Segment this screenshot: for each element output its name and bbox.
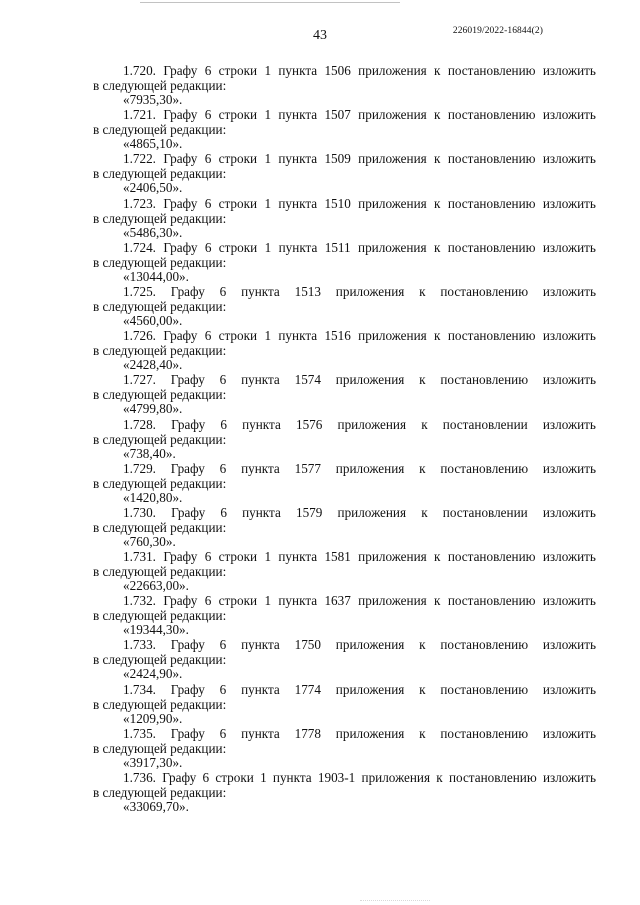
lead-word: 6 (220, 416, 227, 432)
amendment-lead-line (93, 770, 596, 785)
lead-word: Графу (171, 504, 206, 520)
lead-word: постановлению (447, 328, 536, 344)
lead-word: 6 (204, 63, 212, 78)
amendment-continuation: в следующей редакции: (93, 387, 227, 403)
amendment-continuation: в следующей редакции: (93, 78, 227, 93)
lead-word: приложения (337, 416, 407, 432)
lead-word: 1516 (324, 328, 351, 344)
lead-word: приложения (358, 107, 427, 123)
lead-word: постановлению (447, 107, 536, 123)
lead-word: 1.733. (123, 637, 156, 653)
page-number: 43 (313, 28, 327, 43)
lead-word: Графу (163, 107, 198, 123)
amendment-lead-line (93, 240, 596, 255)
lead-word: постановлению (447, 195, 536, 211)
lead-word: Графу (170, 681, 205, 697)
lead-word: приложения (358, 195, 427, 211)
lead-word: пункта (241, 372, 280, 388)
lead-word: к (419, 460, 426, 476)
amendment-value: «7935,30». (123, 92, 183, 107)
amendment-continuation: в следующей редакции: (93, 343, 227, 359)
lead-word: пункта (278, 195, 318, 211)
amendment-value: «738,40». (123, 445, 176, 461)
lead-word: 6 (219, 681, 227, 697)
lead-word: Графу (170, 372, 205, 388)
lead-word: приложения (335, 372, 405, 388)
lead-word: 6 (204, 328, 212, 344)
lead-word: Графу (170, 283, 205, 299)
lead-word: 1637 (324, 593, 351, 609)
amendment-continuation: в следующей редакции: (93, 298, 227, 314)
lead-word: приложения (361, 770, 431, 785)
amendment-item (93, 107, 596, 151)
amendment-value: «4865,10». (123, 136, 183, 152)
lead-word: 6 (204, 151, 212, 167)
bottom-scan-mark (360, 900, 430, 901)
lead-word: 1 (260, 770, 267, 785)
lead-word: 1577 (294, 460, 321, 476)
lead-word: изложить (542, 372, 596, 388)
lead-word: 1.731. (123, 549, 156, 565)
lead-word: 1 (264, 151, 272, 167)
amendment-value: «2424,90». (123, 666, 183, 682)
lead-word: 1576 (295, 416, 323, 432)
lead-word: изложить (542, 593, 596, 609)
lead-word: постановлению (447, 593, 536, 609)
lead-word: изложить (542, 195, 596, 211)
lead-word: постановлению (440, 460, 529, 476)
lead-word: приложения (335, 637, 405, 653)
lead-word: изложить (542, 460, 596, 476)
lead-word: постановлению (447, 549, 536, 565)
amendment-value: «33069,70». (123, 799, 189, 814)
amendment-lead-line (93, 417, 596, 432)
amendment-value: «1209,90». (123, 710, 183, 726)
lead-word: 1750 (294, 637, 321, 653)
lead-word: Графу (163, 593, 198, 609)
lead-word: постановлению (447, 63, 536, 78)
lead-word: приложения (358, 239, 427, 255)
lead-word: Графу (171, 416, 206, 432)
lead-word: изложить (542, 151, 596, 167)
lead-word: пункта (278, 239, 318, 255)
lead-word: приложения (335, 681, 405, 697)
lead-word: 1 (264, 549, 272, 565)
lead-word: строки (218, 195, 258, 211)
lead-word: к (419, 637, 426, 653)
amendment-value: «2406,50». (123, 180, 183, 196)
lead-word: строки (218, 107, 258, 123)
amendment-continuation: в следующей редакции: (93, 740, 227, 756)
lead-word: строки (218, 328, 258, 344)
lead-word: к (436, 770, 443, 785)
amendment-lead-line (93, 461, 596, 476)
lead-word: Графу (163, 328, 198, 344)
lead-word: Графу (162, 770, 197, 785)
lead-word: к (434, 107, 441, 123)
lead-word: строки (215, 770, 254, 785)
amendment-continuation: в следующей редакции: (93, 166, 227, 182)
amendment-continuation: в следующей редакции: (93, 254, 227, 270)
amendment-continuation: в следующей редакции: (93, 122, 227, 138)
lead-word: 1.728. (123, 416, 156, 432)
lead-word: 1511 (324, 239, 351, 255)
lead-word: изложить (542, 416, 596, 432)
lead-word: строки (218, 593, 258, 609)
amendment-value: «3917,30». (123, 754, 183, 770)
lead-word: пункта (272, 770, 312, 785)
amendment-continuation: в следующей редакции: (93, 519, 227, 535)
lead-word: 1.732. (123, 593, 156, 609)
lead-word: постановлению (440, 681, 529, 697)
lead-word: 1.723. (123, 195, 156, 211)
lead-word: 1 (264, 195, 272, 211)
amendment-lead-line (93, 505, 596, 520)
amendment-value: «5486,30». (123, 224, 183, 240)
lead-word: 6 (219, 637, 227, 653)
lead-word: пункта (278, 328, 318, 344)
amendment-value: «760,30». (123, 533, 176, 549)
lead-word: Графу (170, 725, 205, 741)
amendment-item (93, 593, 596, 637)
amendment-lead-line (93, 328, 596, 343)
lead-word: 1510 (324, 195, 351, 211)
document-id: 226019/2022-16844(2) (452, 26, 543, 36)
lead-word: 6 (204, 195, 212, 211)
lead-word: приложения (358, 328, 427, 344)
lead-word: Графу (163, 63, 198, 78)
lead-word: 1.722. (123, 151, 156, 167)
lead-word: 1507 (324, 107, 351, 123)
lead-word: изложить (542, 328, 596, 344)
lead-word: постановлению (447, 239, 536, 255)
lead-word: 6 (219, 460, 227, 476)
lead-word: 1 (264, 328, 272, 344)
lead-word: 1.734. (123, 681, 156, 697)
amendment-item (93, 682, 596, 726)
lead-word: Графу (170, 460, 205, 476)
amendment-lead-line (93, 593, 596, 608)
lead-word: 1.721. (123, 107, 156, 123)
amendment-item (93, 461, 596, 505)
lead-word: к (434, 195, 441, 211)
lead-word: 1 (264, 63, 272, 78)
lead-word: к (419, 725, 426, 741)
lead-word: 6 (219, 725, 227, 741)
amendment-lead-line (93, 151, 596, 166)
lead-word: к (421, 416, 428, 432)
lead-word: изложить (542, 63, 596, 78)
lead-word: 6 (204, 593, 212, 609)
amendment-item (93, 63, 596, 107)
lead-word: 1.725. (123, 283, 156, 299)
lead-word: приложения (335, 725, 405, 741)
lead-word: приложения (358, 151, 427, 167)
amendment-item (93, 196, 596, 240)
lead-word: 6 (204, 549, 212, 565)
lead-word: 6 (219, 283, 227, 299)
lead-word: к (434, 151, 441, 167)
lead-word: к (434, 63, 441, 78)
lead-word: 1778 (294, 725, 321, 741)
amendment-continuation: в следующей редакции: (93, 785, 227, 800)
amendment-lead-line (93, 682, 596, 697)
lead-word: к (419, 372, 426, 388)
lead-word: приложения (335, 460, 405, 476)
amendment-item (93, 637, 596, 681)
lead-word: 6 (219, 372, 227, 388)
lead-word: строки (218, 63, 258, 78)
amendment-continuation: в следующей редакции: (93, 696, 227, 712)
amendment-lead-line (93, 726, 596, 741)
lead-word: пункта (241, 725, 280, 741)
amendment-item (93, 240, 596, 284)
amendment-lead-line (93, 637, 596, 652)
lead-word: к (433, 239, 441, 255)
amendment-lead-line (93, 549, 596, 564)
lead-word: к (419, 283, 426, 299)
lead-word: 1 (264, 593, 272, 609)
amendment-value: «2428,40». (123, 357, 183, 373)
lead-word: пункта (278, 63, 318, 78)
amendment-continuation: в следующей редакции: (93, 475, 227, 491)
lead-word: пункта (241, 637, 280, 653)
lead-word: постановлению (440, 372, 529, 388)
lead-word: 1.720. (123, 63, 156, 78)
amendment-item (93, 505, 596, 549)
amendment-lead-line (93, 196, 596, 211)
lead-word: 1509 (324, 151, 351, 167)
lead-word: 6 (204, 239, 212, 255)
lead-word: изложить (542, 504, 596, 520)
lead-word: постановлению (440, 637, 529, 653)
lead-word: к (434, 593, 441, 609)
lead-word: изложить (542, 770, 596, 785)
lead-word: 1506 (324, 63, 351, 78)
amendment-item (93, 549, 596, 593)
lead-word: 1574 (294, 372, 321, 388)
amendment-value: «13044,00». (123, 268, 189, 284)
amendment-value: «4560,00». (123, 312, 183, 328)
lead-word: к (421, 504, 428, 520)
lead-word: 1903-1 (317, 770, 356, 785)
lead-word: постановлению (447, 151, 536, 167)
lead-word: изложить (542, 637, 596, 653)
lead-word: Графу (163, 239, 198, 255)
amendment-value: «4799,80». (123, 401, 183, 417)
lead-word: 1774 (294, 681, 321, 697)
amendment-value: «19344,30». (123, 622, 189, 638)
document-body (93, 63, 596, 814)
lead-word: приложения (337, 504, 407, 520)
lead-word: пункта (241, 460, 280, 476)
lead-word: пункта (278, 151, 318, 167)
amendment-continuation: в следующей редакции: (93, 608, 227, 624)
amendment-continuation: в следующей редакции: (93, 652, 227, 668)
lead-word: Графу (163, 549, 198, 565)
lead-word: 1513 (294, 283, 321, 299)
amendment-item (93, 284, 596, 328)
lead-word: постановлению (448, 770, 537, 785)
lead-word: пункта (278, 593, 318, 609)
lead-word: строки (218, 549, 258, 565)
lead-word: приложения (358, 593, 427, 609)
lead-word: изложить (542, 681, 596, 697)
lead-word: строки (218, 239, 258, 255)
lead-word: 1.735. (123, 725, 156, 741)
lead-word: 1.724. (123, 239, 156, 255)
lead-word: 1 (264, 239, 272, 255)
lead-word: 1.727. (123, 372, 156, 388)
lead-word: постановлении (442, 504, 528, 520)
lead-word: приложения (358, 63, 427, 78)
lead-word: пункта (242, 416, 281, 432)
lead-word: 1.730. (123, 504, 156, 520)
lead-word: постановлении (442, 416, 528, 432)
lead-word: Графу (163, 151, 198, 167)
lead-word: 1.736. (123, 770, 156, 785)
lead-word: к (419, 681, 426, 697)
lead-word: пункта (278, 107, 318, 123)
amendment-value: «1420,80». (123, 489, 183, 505)
lead-word: пункта (241, 283, 280, 299)
amendment-continuation: в следующей редакции: (93, 564, 227, 580)
lead-word: приложения (358, 549, 427, 565)
lead-word: 1.729. (123, 460, 156, 476)
amendment-continuation: в следующей редакции: (93, 431, 227, 447)
lead-word: постановлению (440, 283, 529, 299)
amendment-lead-line (93, 372, 596, 387)
lead-word: изложить (542, 725, 596, 741)
lead-word: к (434, 549, 441, 565)
amendment-item (93, 726, 596, 770)
lead-word: изложить (542, 549, 596, 565)
amendment-item (93, 151, 596, 195)
lead-word: 6 (220, 504, 227, 520)
top-scan-line (140, 2, 400, 3)
amendment-value: «22663,00». (123, 578, 189, 594)
lead-word: изложить (542, 107, 596, 123)
lead-word: постановлению (440, 725, 529, 741)
amendment-lead-line (93, 107, 596, 122)
lead-word: приложения (335, 283, 405, 299)
amendment-lead-line (93, 284, 596, 299)
lead-word: пункта (241, 681, 280, 697)
lead-word: изложить (542, 283, 596, 299)
lead-word: к (434, 328, 441, 344)
amendment-item (93, 770, 596, 814)
amendment-item (93, 417, 596, 461)
lead-word: строки (218, 151, 258, 167)
lead-word: 1581 (324, 549, 351, 565)
amendment-continuation: в следующей редакции: (93, 210, 227, 226)
lead-word: Графу (163, 195, 198, 211)
lead-word: Графу (170, 637, 205, 653)
lead-word: пункта (278, 549, 318, 565)
lead-word: 6 (204, 107, 212, 123)
lead-word: 6 (202, 770, 210, 785)
lead-word: пункта (242, 504, 281, 520)
lead-word: 1579 (295, 504, 323, 520)
lead-word: 1 (264, 107, 272, 123)
amendment-item (93, 328, 596, 372)
lead-word: изложить (542, 239, 596, 255)
amendment-lead-line (93, 63, 596, 78)
lead-word: 1.726. (123, 328, 156, 344)
amendment-item (93, 372, 596, 416)
